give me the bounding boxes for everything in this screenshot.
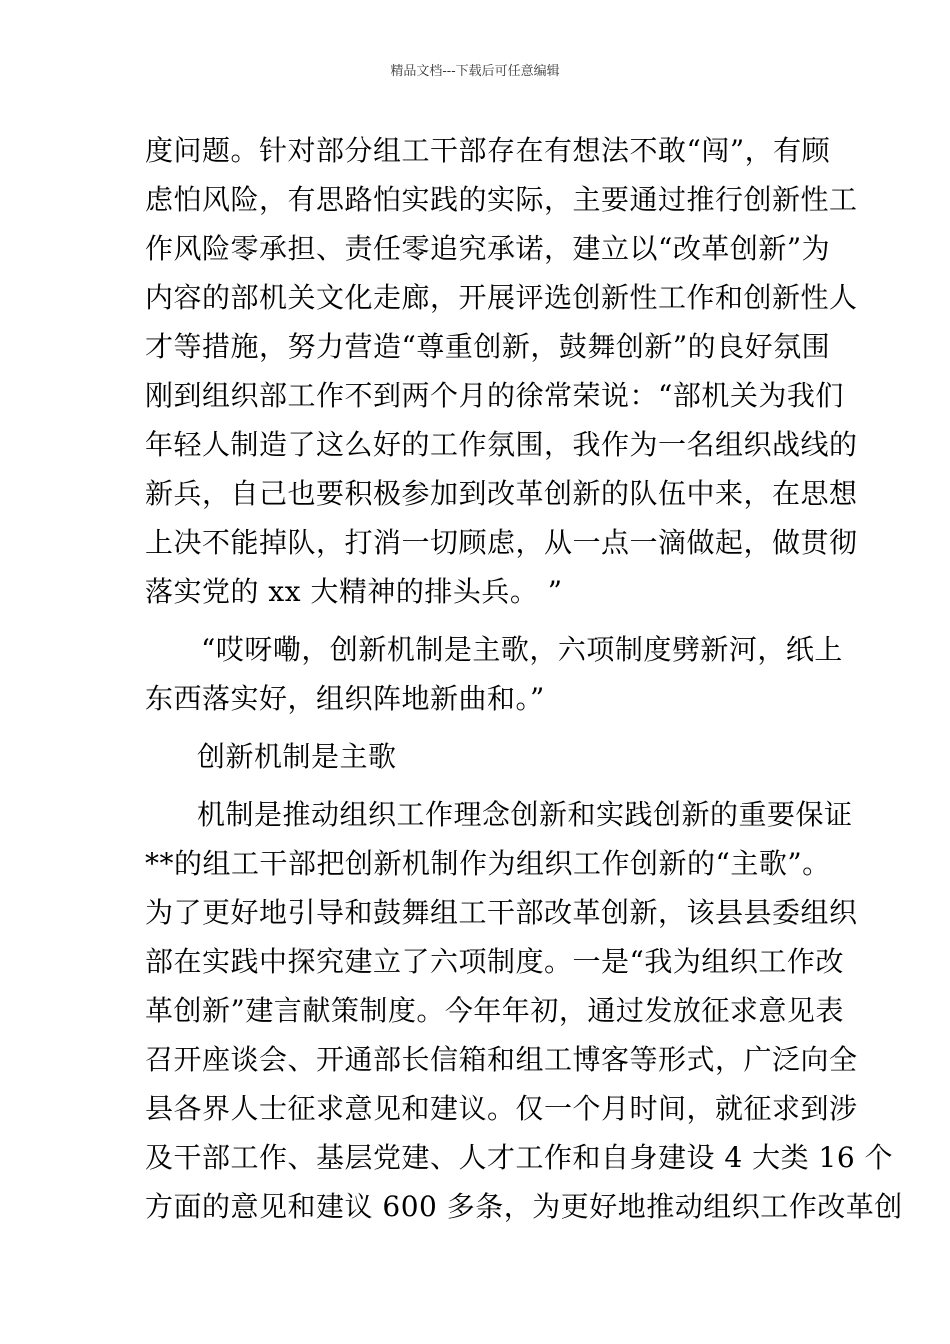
text-line: 部在实践中探究建立了六项制度。一是“我为组织工作改 — [145, 945, 844, 978]
text-line: 机制是推动组织工作理念创新和实践创新的重要保证 — [197, 798, 853, 831]
text-line: 落实党的 xx 大精神的排头兵。 ” — [145, 575, 563, 608]
text-line: 内容的部机关文化走廊，开展评选创新性工作和创新性人 — [145, 281, 858, 314]
text-line: 创新机制是主歌 — [197, 740, 397, 773]
page-header: 精品文档---下载后可任意编辑 — [390, 64, 560, 79]
text-line: 虑怕风险，有思路怕实践的实际，主要通过推行创新性工 — [145, 183, 858, 216]
section-heading — [145, 735, 815, 784]
text-line: 上决不能掉队，打消一切顾虑，从一点一滴做起，做贯彻 — [145, 526, 858, 559]
text-line: 方面的意见和建议 600 多条，为更好地推动组织工作改革创 — [145, 1190, 903, 1223]
text-line: 召开座谈会、开通部长信箱和组工博客等形式，广泛向全 — [145, 1043, 858, 1076]
text-line: 年轻人制造了这么好的工作氛围，我作为一名组织战线的 — [145, 428, 858, 461]
paragraph — [145, 793, 903, 1234]
text-line: 革创新”建言献策制度。今年年初，通过发放征求意见表 — [145, 994, 844, 1027]
paragraph — [145, 628, 843, 726]
text-line: 度问题。针对部分组工干部存在有想法不敢“闯”，有顾 — [145, 134, 831, 167]
text-line: 为了更好地引导和鼓舞组工干部改革创新，该县县委组织 — [145, 896, 858, 929]
text-line: 刚到组织部工作不到两个月的徐常荣说：“部机关为我们 — [145, 379, 844, 412]
text-line: “哎呀嘞，创新机制是主歌，六项制度劈新河，纸上 — [201, 633, 843, 666]
text-line: 县各界人士征求意见和建议。仅一个月时间，就征求到涉 — [145, 1092, 858, 1125]
text-line: 东西落实好，组织阵地新曲和。” — [145, 682, 545, 715]
text-line: 作风险零承担、责任零追究承诺，建立以“改革创新”为 — [145, 232, 831, 265]
text-line: **的组工干部把创新机制作为组织工作创新的“主歌”。 — [145, 847, 831, 880]
text-line: 新兵，自己也要积极参加到改革创新的队伍中来，在思想 — [145, 477, 858, 510]
text-line: 才等措施，努力营造“尊重创新，鼓舞创新”的良好氛围 — [145, 330, 831, 363]
paragraph — [145, 129, 858, 619]
document-body — [145, 129, 903, 1234]
text-line: 及干部工作、基层党建、人才工作和自身建设 4 大类 16 个 — [145, 1141, 894, 1174]
